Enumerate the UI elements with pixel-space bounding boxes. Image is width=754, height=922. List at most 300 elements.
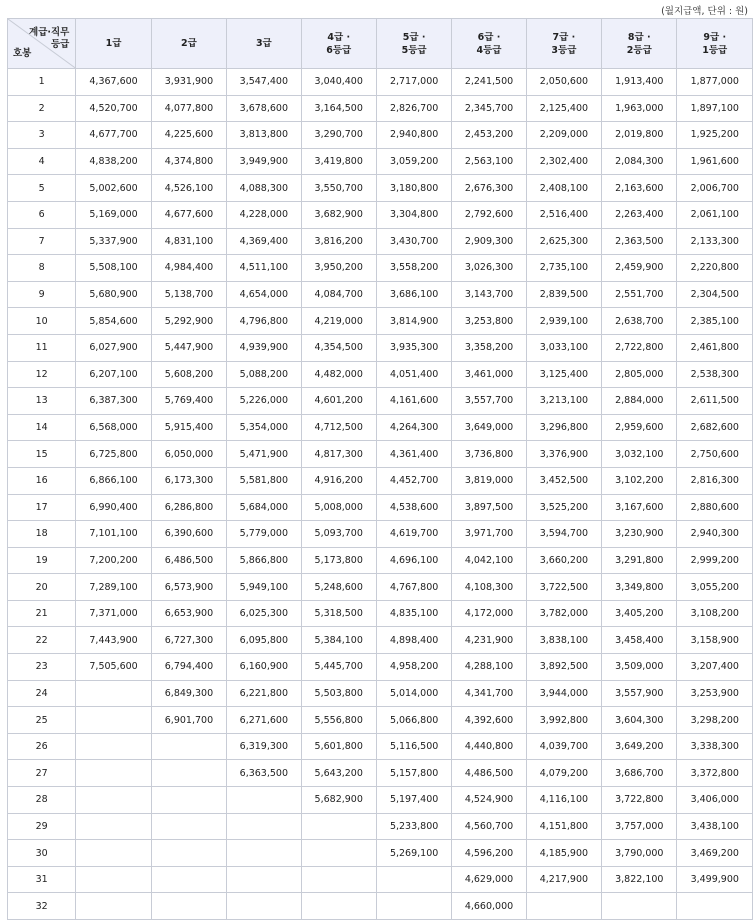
step-cell: 21 xyxy=(8,600,76,627)
pay-cell: 4,619,700 xyxy=(376,521,451,548)
pay-cell: 3,660,200 xyxy=(526,547,601,574)
pay-cell: 4,560,700 xyxy=(452,813,526,840)
pay-cell: 3,547,400 xyxy=(227,69,301,96)
pay-cell: 4,629,000 xyxy=(452,866,526,893)
pay-cell: 3,736,800 xyxy=(452,441,526,468)
pay-cell: 4,217,900 xyxy=(526,866,601,893)
pay-cell: 1,925,200 xyxy=(677,122,753,149)
pay-cell: 3,055,200 xyxy=(677,574,753,601)
pay-cell: 3,040,400 xyxy=(301,69,376,96)
pay-cell: 6,025,300 xyxy=(227,600,301,627)
pay-cell xyxy=(76,680,151,707)
pay-cell: 2,125,400 xyxy=(526,95,601,122)
pay-cell: 3,033,100 xyxy=(526,334,601,361)
pay-cell: 1,877,000 xyxy=(677,69,753,96)
pay-cell: 4,440,800 xyxy=(452,733,526,760)
pay-cell: 5,093,700 xyxy=(301,521,376,548)
pay-cell: 3,253,800 xyxy=(452,308,526,335)
pay-cell: 4,354,500 xyxy=(301,334,376,361)
pay-cell: 4,482,000 xyxy=(301,361,376,388)
pay-cell: 3,291,800 xyxy=(602,547,677,574)
pay-cell: 5,318,500 xyxy=(301,600,376,627)
pay-cell: 4,767,800 xyxy=(376,574,451,601)
pay-cell: 3,207,400 xyxy=(677,654,753,681)
pay-cell: 6,390,600 xyxy=(151,521,226,548)
pay-cell: 4,172,000 xyxy=(452,600,526,627)
pay-cell: 4,084,700 xyxy=(301,281,376,308)
pay-cell: 4,511,100 xyxy=(227,255,301,282)
pay-cell: 4,228,000 xyxy=(227,201,301,228)
pay-cell: 5,226,000 xyxy=(227,388,301,415)
pay-cell: 3,558,200 xyxy=(376,255,451,282)
table-row xyxy=(8,388,753,415)
corner-top-label: 계급·직무 등급 xyxy=(29,27,70,50)
table-row xyxy=(8,228,753,255)
pay-cell: 3,338,300 xyxy=(677,733,753,760)
pay-cell: 3,971,700 xyxy=(452,521,526,548)
pay-cell: 6,486,500 xyxy=(151,547,226,574)
pay-cell: 5,601,800 xyxy=(301,733,376,760)
pay-cell: 3,949,900 xyxy=(227,148,301,175)
step-cell: 29 xyxy=(8,813,76,840)
step-cell: 3 xyxy=(8,122,76,149)
pay-cell: 3,557,900 xyxy=(602,680,677,707)
pay-cell xyxy=(376,893,451,920)
step-cell: 23 xyxy=(8,654,76,681)
pay-cell: 4,231,900 xyxy=(452,627,526,654)
pay-cell: 6,990,400 xyxy=(76,494,151,521)
pay-cell: 2,363,500 xyxy=(602,228,677,255)
pay-cell: 3,819,000 xyxy=(452,467,526,494)
pay-cell xyxy=(151,760,226,787)
step-cell: 32 xyxy=(8,893,76,920)
pay-cell: 4,939,900 xyxy=(227,334,301,361)
pay-cell xyxy=(76,840,151,867)
pay-cell: 4,374,800 xyxy=(151,148,226,175)
pay-cell: 3,686,700 xyxy=(602,760,677,787)
pay-cell: 2,717,000 xyxy=(376,69,451,96)
pay-cell: 3,557,700 xyxy=(452,388,526,415)
pay-cell: 5,138,700 xyxy=(151,281,226,308)
pay-cell: 4,486,500 xyxy=(452,760,526,787)
step-cell: 13 xyxy=(8,388,76,415)
pay-cell: 2,345,700 xyxy=(452,95,526,122)
pay-cell: 6,271,600 xyxy=(227,707,301,734)
header-row xyxy=(8,19,753,69)
step-cell: 16 xyxy=(8,467,76,494)
pay-cell: 5,680,900 xyxy=(76,281,151,308)
pay-cell: 3,032,100 xyxy=(602,441,677,468)
pay-cell: 2,263,400 xyxy=(602,201,677,228)
pay-cell: 3,438,100 xyxy=(677,813,753,840)
pay-cell: 3,108,200 xyxy=(677,600,753,627)
pay-cell: 2,061,100 xyxy=(677,201,753,228)
pay-cell: 6,725,800 xyxy=(76,441,151,468)
pay-cell: 3,230,900 xyxy=(602,521,677,548)
pay-cell: 2,453,200 xyxy=(452,122,526,149)
step-cell: 1 xyxy=(8,69,76,96)
pay-cell: 3,026,300 xyxy=(452,255,526,282)
step-cell: 30 xyxy=(8,840,76,867)
pay-cell: 2,880,600 xyxy=(677,494,753,521)
pay-cell: 4,677,700 xyxy=(76,122,151,149)
step-cell: 17 xyxy=(8,494,76,521)
pay-cell: 3,722,800 xyxy=(602,787,677,814)
step-cell: 11 xyxy=(8,334,76,361)
pay-cell: 2,805,000 xyxy=(602,361,677,388)
pay-cell: 1,913,400 xyxy=(602,69,677,96)
pay-cell xyxy=(151,840,226,867)
pay-cell: 4,341,700 xyxy=(452,680,526,707)
table-row xyxy=(8,680,753,707)
pay-cell: 5,269,100 xyxy=(376,840,451,867)
pay-cell: 5,445,700 xyxy=(301,654,376,681)
table-row xyxy=(8,840,753,867)
pay-cell: 2,050,600 xyxy=(526,69,601,96)
pay-cell: 3,125,400 xyxy=(526,361,601,388)
table-row xyxy=(8,733,753,760)
pay-cell: 6,727,300 xyxy=(151,627,226,654)
pay-cell xyxy=(76,760,151,787)
pay-cell xyxy=(151,787,226,814)
pay-cell: 3,430,700 xyxy=(376,228,451,255)
pay-cell: 3,897,500 xyxy=(452,494,526,521)
table-row xyxy=(8,654,753,681)
pay-cell xyxy=(526,893,601,920)
table-row xyxy=(8,334,753,361)
pay-cell: 3,816,200 xyxy=(301,228,376,255)
pay-cell xyxy=(151,813,226,840)
pay-cell: 7,101,100 xyxy=(76,521,151,548)
pay-cell: 5,769,400 xyxy=(151,388,226,415)
pay-cell: 4,185,900 xyxy=(526,840,601,867)
step-cell: 20 xyxy=(8,574,76,601)
pay-cell: 4,696,100 xyxy=(376,547,451,574)
pay-cell: 6,363,500 xyxy=(227,760,301,787)
pay-cell: 3,164,500 xyxy=(301,95,376,122)
pay-cell: 6,653,900 xyxy=(151,600,226,627)
step-cell: 25 xyxy=(8,707,76,734)
pay-cell: 4,151,800 xyxy=(526,813,601,840)
pay-cell xyxy=(76,893,151,920)
table-row xyxy=(8,175,753,202)
pay-cell: 3,102,200 xyxy=(602,467,677,494)
column-header: 4급 · 6등급 xyxy=(301,19,376,69)
pay-cell: 3,296,800 xyxy=(526,414,601,441)
pay-cell: 2,084,300 xyxy=(602,148,677,175)
pay-cell: 3,167,600 xyxy=(602,494,677,521)
pay-cell: 2,940,300 xyxy=(677,521,753,548)
pay-cell: 5,643,200 xyxy=(301,760,376,787)
pay-cell: 3,304,800 xyxy=(376,201,451,228)
corner-bottom-label: 호봉 xyxy=(13,48,32,59)
pay-cell: 2,940,800 xyxy=(376,122,451,149)
pay-cell: 6,207,100 xyxy=(76,361,151,388)
pay-cell: 3,180,800 xyxy=(376,175,451,202)
pay-cell: 2,682,600 xyxy=(677,414,753,441)
pay-cell: 5,384,100 xyxy=(301,627,376,654)
pay-cell: 5,779,000 xyxy=(227,521,301,548)
table-row xyxy=(8,866,753,893)
column-header: 5급 · 5등급 xyxy=(376,19,451,69)
step-cell: 28 xyxy=(8,787,76,814)
pay-cell: 2,816,300 xyxy=(677,467,753,494)
pay-cell: 3,992,800 xyxy=(526,707,601,734)
unit-note: (월지급액, 단위 : 원) xyxy=(661,6,748,17)
table-row xyxy=(8,547,753,574)
pay-cell xyxy=(301,813,376,840)
pay-cell: 4,039,700 xyxy=(526,733,601,760)
pay-cell xyxy=(76,707,151,734)
pay-cell: 3,722,500 xyxy=(526,574,601,601)
pay-cell: 5,556,800 xyxy=(301,707,376,734)
pay-cell: 3,649,200 xyxy=(602,733,677,760)
pay-cell: 5,581,800 xyxy=(227,467,301,494)
pay-cell: 2,563,100 xyxy=(452,148,526,175)
pay-cell: 4,042,100 xyxy=(452,547,526,574)
step-cell: 6 xyxy=(8,201,76,228)
pay-cell: 5,608,200 xyxy=(151,361,226,388)
pay-cell: 2,459,900 xyxy=(602,255,677,282)
table-row xyxy=(8,441,753,468)
pay-cell: 6,319,300 xyxy=(227,733,301,760)
pay-cell: 6,286,800 xyxy=(151,494,226,521)
table-row xyxy=(8,414,753,441)
pay-cell: 2,839,500 xyxy=(526,281,601,308)
step-cell: 9 xyxy=(8,281,76,308)
step-cell: 27 xyxy=(8,760,76,787)
pay-cell: 1,897,100 xyxy=(677,95,753,122)
pay-cell: 6,849,300 xyxy=(151,680,226,707)
pay-cell: 4,958,200 xyxy=(376,654,451,681)
pay-cell: 5,354,000 xyxy=(227,414,301,441)
pay-cell: 2,408,100 xyxy=(526,175,601,202)
step-cell: 12 xyxy=(8,361,76,388)
table-row xyxy=(8,69,753,96)
pay-cell xyxy=(76,813,151,840)
table-row xyxy=(8,787,753,814)
column-header: 3급 xyxy=(227,19,301,69)
column-header: 2급 xyxy=(151,19,226,69)
pay-cell: 2,220,800 xyxy=(677,255,753,282)
pay-cell: 6,866,100 xyxy=(76,467,151,494)
pay-cell xyxy=(151,893,226,920)
pay-cell: 3,358,200 xyxy=(452,334,526,361)
pay-cell: 3,935,300 xyxy=(376,334,451,361)
pay-cell: 6,095,800 xyxy=(227,627,301,654)
table-row xyxy=(8,707,753,734)
pay-cell: 3,790,000 xyxy=(602,840,677,867)
pay-cell: 3,550,700 xyxy=(301,175,376,202)
pay-cell: 3,822,100 xyxy=(602,866,677,893)
pay-cell: 2,638,700 xyxy=(602,308,677,335)
pay-cell: 4,520,700 xyxy=(76,95,151,122)
table-body xyxy=(8,69,753,920)
pay-cell: 3,290,700 xyxy=(301,122,376,149)
pay-cell: 5,169,000 xyxy=(76,201,151,228)
pay-cell: 3,458,400 xyxy=(602,627,677,654)
pay-cell: 6,027,900 xyxy=(76,334,151,361)
pay-cell: 2,241,500 xyxy=(452,69,526,96)
pay-cell: 6,568,000 xyxy=(76,414,151,441)
pay-cell: 2,133,300 xyxy=(677,228,753,255)
pay-cell: 5,684,000 xyxy=(227,494,301,521)
pay-cell xyxy=(76,733,151,760)
table-row xyxy=(8,467,753,494)
column-header: 6급 · 4등급 xyxy=(452,19,526,69)
table-row xyxy=(8,574,753,601)
pay-cell: 4,392,600 xyxy=(452,707,526,734)
pay-cell: 6,794,400 xyxy=(151,654,226,681)
pay-cell: 5,197,400 xyxy=(376,787,451,814)
table-row xyxy=(8,255,753,282)
pay-cell: 4,596,200 xyxy=(452,840,526,867)
pay-cell: 2,884,000 xyxy=(602,388,677,415)
pay-cell: 3,931,900 xyxy=(151,69,226,96)
pay-cell: 5,088,200 xyxy=(227,361,301,388)
pay-cell xyxy=(227,840,301,867)
pay-cell: 3,349,800 xyxy=(602,574,677,601)
salary-table xyxy=(7,18,753,920)
pay-cell: 4,051,400 xyxy=(376,361,451,388)
pay-cell: 4,367,600 xyxy=(76,69,151,96)
pay-cell: 7,371,000 xyxy=(76,600,151,627)
pay-cell: 2,385,100 xyxy=(677,308,753,335)
pay-cell xyxy=(301,840,376,867)
pay-cell: 4,524,900 xyxy=(452,787,526,814)
pay-cell: 2,939,100 xyxy=(526,308,601,335)
pay-cell: 6,901,700 xyxy=(151,707,226,734)
pay-cell: 4,817,300 xyxy=(301,441,376,468)
pay-cell: 2,006,700 xyxy=(677,175,753,202)
pay-cell: 4,077,800 xyxy=(151,95,226,122)
pay-cell: 2,209,000 xyxy=(526,122,601,149)
table-row xyxy=(8,148,753,175)
pay-cell: 6,050,000 xyxy=(151,441,226,468)
step-cell: 7 xyxy=(8,228,76,255)
pay-cell: 2,735,100 xyxy=(526,255,601,282)
step-cell: 14 xyxy=(8,414,76,441)
pay-cell: 4,526,100 xyxy=(151,175,226,202)
pay-cell: 4,161,600 xyxy=(376,388,451,415)
pay-cell xyxy=(376,866,451,893)
table-row xyxy=(8,893,753,920)
pay-cell xyxy=(76,787,151,814)
table-row xyxy=(8,813,753,840)
pay-cell: 5,471,900 xyxy=(227,441,301,468)
pay-cell: 3,213,100 xyxy=(526,388,601,415)
pay-cell: 4,108,300 xyxy=(452,574,526,601)
pay-cell: 4,361,400 xyxy=(376,441,451,468)
table-row xyxy=(8,201,753,228)
pay-cell: 2,959,600 xyxy=(602,414,677,441)
pay-cell: 4,898,400 xyxy=(376,627,451,654)
table-row xyxy=(8,122,753,149)
pay-cell: 3,452,500 xyxy=(526,467,601,494)
pay-cell: 2,461,800 xyxy=(677,334,753,361)
pay-cell: 2,625,300 xyxy=(526,228,601,255)
pay-cell: 3,782,000 xyxy=(526,600,601,627)
step-cell: 31 xyxy=(8,866,76,893)
pay-cell xyxy=(227,813,301,840)
pay-cell: 5,248,600 xyxy=(301,574,376,601)
pay-cell: 2,163,600 xyxy=(602,175,677,202)
pay-cell: 4,712,500 xyxy=(301,414,376,441)
pay-cell: 2,826,700 xyxy=(376,95,451,122)
pay-cell xyxy=(151,733,226,760)
pay-cell: 5,002,600 xyxy=(76,175,151,202)
pay-cell: 4,654,000 xyxy=(227,281,301,308)
pay-cell: 4,916,200 xyxy=(301,467,376,494)
pay-cell: 2,019,800 xyxy=(602,122,677,149)
pay-cell: 6,387,300 xyxy=(76,388,151,415)
table-row xyxy=(8,281,753,308)
pay-cell: 6,221,800 xyxy=(227,680,301,707)
column-header: 7급 · 3등급 xyxy=(526,19,601,69)
pay-cell: 3,604,300 xyxy=(602,707,677,734)
pay-cell: 5,337,900 xyxy=(76,228,151,255)
pay-cell xyxy=(227,787,301,814)
pay-cell: 3,525,200 xyxy=(526,494,601,521)
pay-cell: 4,116,100 xyxy=(526,787,601,814)
pay-cell xyxy=(301,866,376,893)
pay-cell: 3,509,000 xyxy=(602,654,677,681)
pay-cell: 7,443,900 xyxy=(76,627,151,654)
table-row xyxy=(8,361,753,388)
pay-cell: 5,066,800 xyxy=(376,707,451,734)
step-cell: 4 xyxy=(8,148,76,175)
pay-cell: 3,376,900 xyxy=(526,441,601,468)
pay-cell: 6,573,900 xyxy=(151,574,226,601)
column-header: 1급 xyxy=(76,19,151,69)
step-cell: 2 xyxy=(8,95,76,122)
table-row xyxy=(8,308,753,335)
pay-cell: 3,405,200 xyxy=(602,600,677,627)
pay-cell: 4,079,200 xyxy=(526,760,601,787)
pay-cell: 3,813,800 xyxy=(227,122,301,149)
pay-cell: 2,909,300 xyxy=(452,228,526,255)
pay-cell: 3,678,600 xyxy=(227,95,301,122)
pay-cell: 3,253,900 xyxy=(677,680,753,707)
pay-cell: 2,304,500 xyxy=(677,281,753,308)
pay-cell: 3,419,800 xyxy=(301,148,376,175)
pay-cell: 7,200,200 xyxy=(76,547,151,574)
pay-cell: 2,611,500 xyxy=(677,388,753,415)
step-cell: 26 xyxy=(8,733,76,760)
step-cell: 18 xyxy=(8,521,76,548)
pay-cell: 5,014,000 xyxy=(376,680,451,707)
pay-cell: 4,225,600 xyxy=(151,122,226,149)
pay-cell: 4,838,200 xyxy=(76,148,151,175)
pay-cell: 3,461,000 xyxy=(452,361,526,388)
pay-cell xyxy=(151,866,226,893)
pay-cell: 2,999,200 xyxy=(677,547,753,574)
pay-cell: 4,831,100 xyxy=(151,228,226,255)
pay-cell: 3,372,800 xyxy=(677,760,753,787)
pay-cell: 2,792,600 xyxy=(452,201,526,228)
pay-cell: 2,516,400 xyxy=(526,201,601,228)
pay-cell: 5,233,800 xyxy=(376,813,451,840)
table-row xyxy=(8,521,753,548)
pay-cell: 3,469,200 xyxy=(677,840,753,867)
step-cell: 19 xyxy=(8,547,76,574)
table-row xyxy=(8,760,753,787)
pay-cell xyxy=(677,893,753,920)
pay-cell: 7,505,600 xyxy=(76,654,151,681)
pay-cell: 3,298,200 xyxy=(677,707,753,734)
table-row xyxy=(8,95,753,122)
pay-cell: 5,292,900 xyxy=(151,308,226,335)
